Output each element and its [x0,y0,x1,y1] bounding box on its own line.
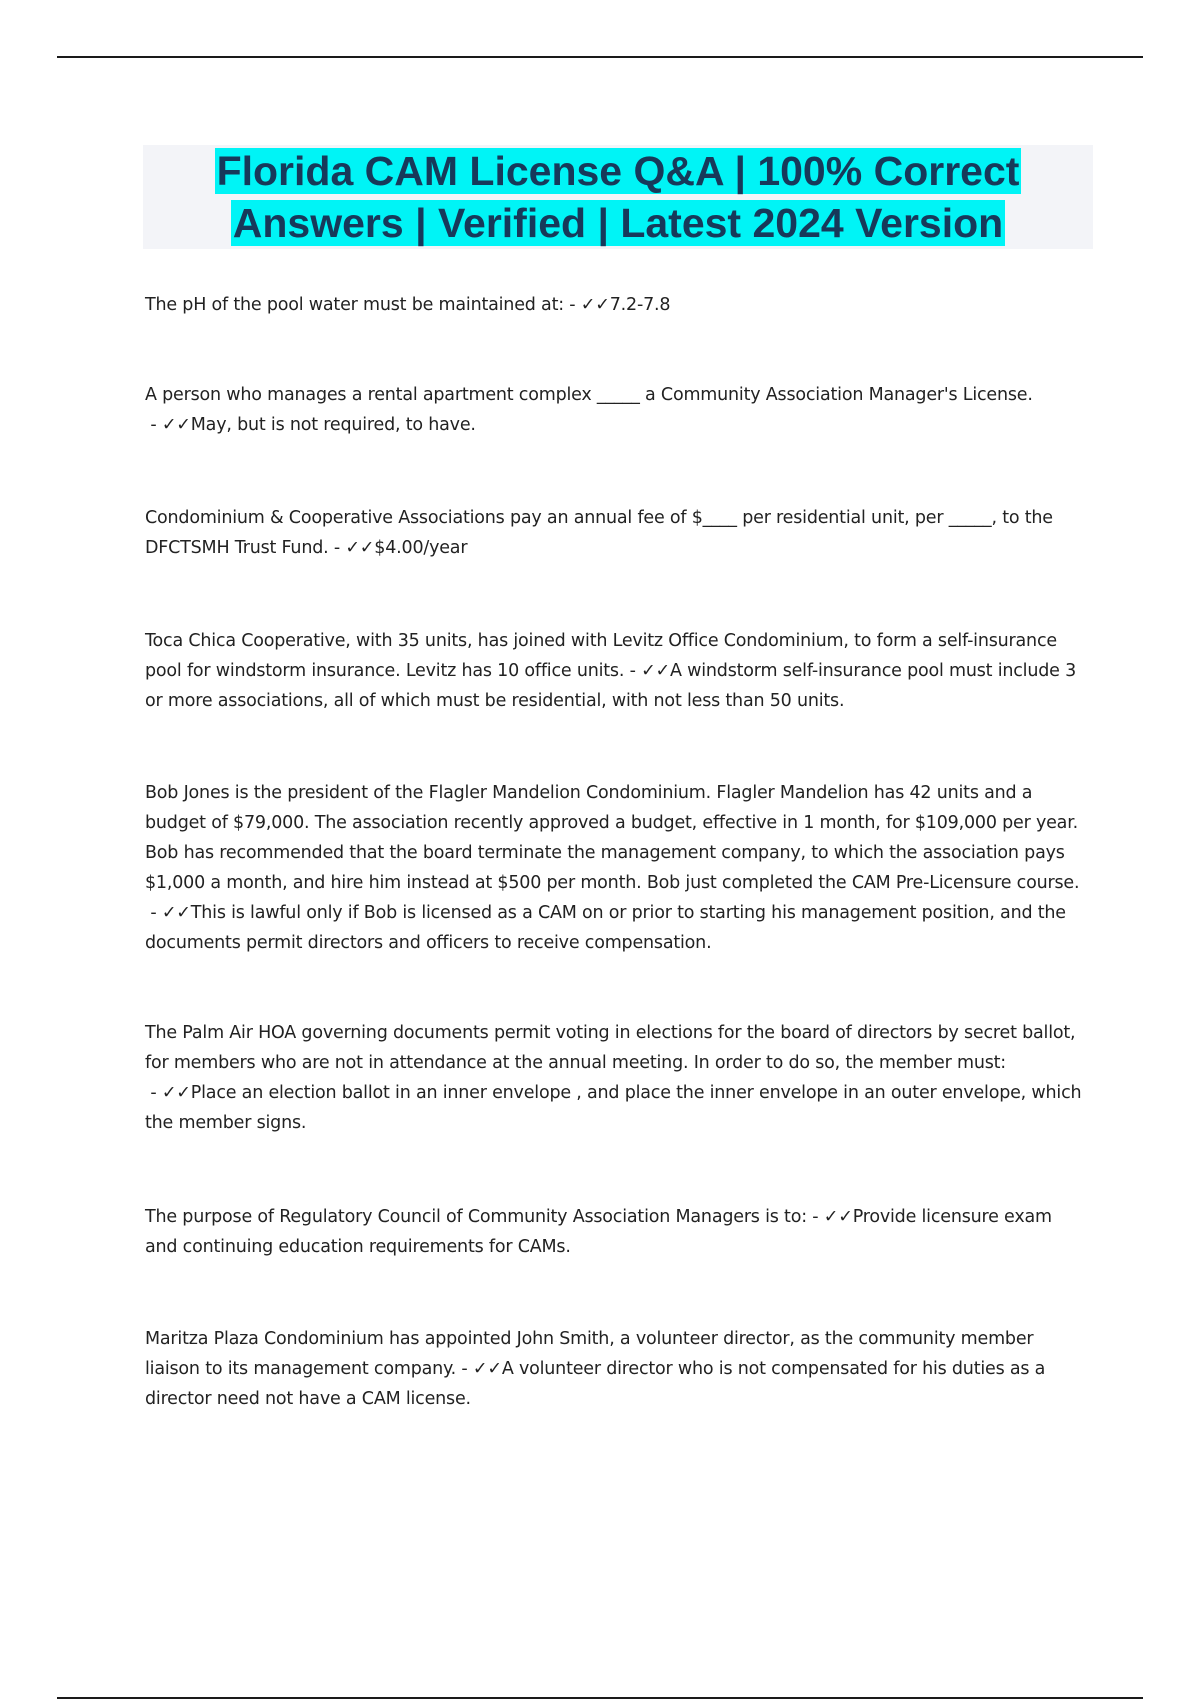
document-title [143,145,1093,249]
qa-question: Maritza Plaza Condominium has appointed John Smith, a volunteer director, as the community member liaison to its management company. [145,1329,1034,1379]
bottom-divider [57,1697,1143,1699]
check-mark-icon: ✓✓ [161,1083,191,1103]
qa-item [145,778,1085,958]
top-divider [57,56,1143,58]
qa-item [145,1018,1085,1138]
check-mark-icon: ✓✓ [823,1207,853,1227]
qa-separator: - [456,1359,473,1379]
qa-answer: This is lawful only if Bob is licensed as a CAM on or prior to starting his management position, and the documents permit directors and officers to receive compensation. [145,903,1066,953]
qa-answer: May, but is not required, to have. [190,415,476,435]
qa-separator: - [145,415,162,435]
qa-item [145,626,1085,716]
qa-separator: - [145,903,162,923]
qa-separator: - [145,1083,162,1103]
qa-separator: - [328,538,346,558]
check-mark-icon: ✓✓ [161,903,191,923]
title-banner [143,145,1093,249]
qa-answer: Place an election ballot in an inner envelope , and place the inner envelope in an outer envelope, which the member signs. [145,1083,1082,1133]
qa-question: The pH of the pool water must be maintained at: [145,295,564,315]
qa-question: The purpose of Regulatory Council of Community Association Managers is to: [145,1207,807,1227]
qa-item [145,503,1085,563]
qa-separator: - [624,661,642,681]
qa-item [145,380,1085,440]
qa-answer: Provide licensure exam and continuing education requirements for CAMs. [145,1207,1052,1257]
qa-question: Condominium & Cooperative Associations pay an annual fee of $____ per residential unit, per _____, to the DFCTSMH Trust Fund. [145,508,1053,558]
qa-separator: - [806,1207,824,1227]
qa-answer: A volunteer director who is not compensated for his duties as a director need not have a CAM license. [145,1359,1046,1409]
check-mark-icon: ✓✓ [345,538,375,558]
document-title-text: Florida CAM License Q&A | 100% Correct Answers | Verified | Latest 2024 Version [216,148,1020,246]
qa-question: The Palm Air HOA governing documents permit voting in elections for the board of directors by secret ballot, for members who are not in attendance at the annual meeting. In order to do so, the member must: [145,1023,1076,1073]
qa-item [145,290,1085,320]
qa-question: Bob Jones is the president of the Flagler Mandelion Condominium. Flagler Mandelion has 42 units and a budget of $79,000. The association recently approved a budget, effective in 1 month, for $109,000 per year. Bob has recommended that the board terminate the management company, to which the association pays $1,000 a month, and hire him instead at $500 per month. Bob just completed the CAM Pre-Licensure course. [145,783,1080,893]
check-mark-icon: ✓✓ [641,661,670,681]
qa-separator: - [563,295,581,315]
check-mark-icon: ✓✓ [161,415,191,435]
check-mark-icon: ✓✓ [472,1359,502,1379]
qa-question: Toca Chica Cooperative, with 35 units, has joined with Levitz Office Condominium, to form a self-insurance pool for windstorm insurance. Levitz has 10 office units. [145,631,1057,681]
qa-answer: A windstorm self-insurance pool must include 3 or more associations, all of which must be residential, with not less than 50 units. [145,661,1077,711]
qa-answer: $4.00/year [374,538,468,558]
qa-item [145,1202,1085,1262]
qa-answer: 7.2-7.8 [609,295,671,315]
qa-item [145,1324,1085,1414]
qa-question: A person who manages a rental apartment complex _____ a Community Association Manager's License. [145,385,1033,405]
check-mark-icon: ✓✓ [580,295,610,315]
